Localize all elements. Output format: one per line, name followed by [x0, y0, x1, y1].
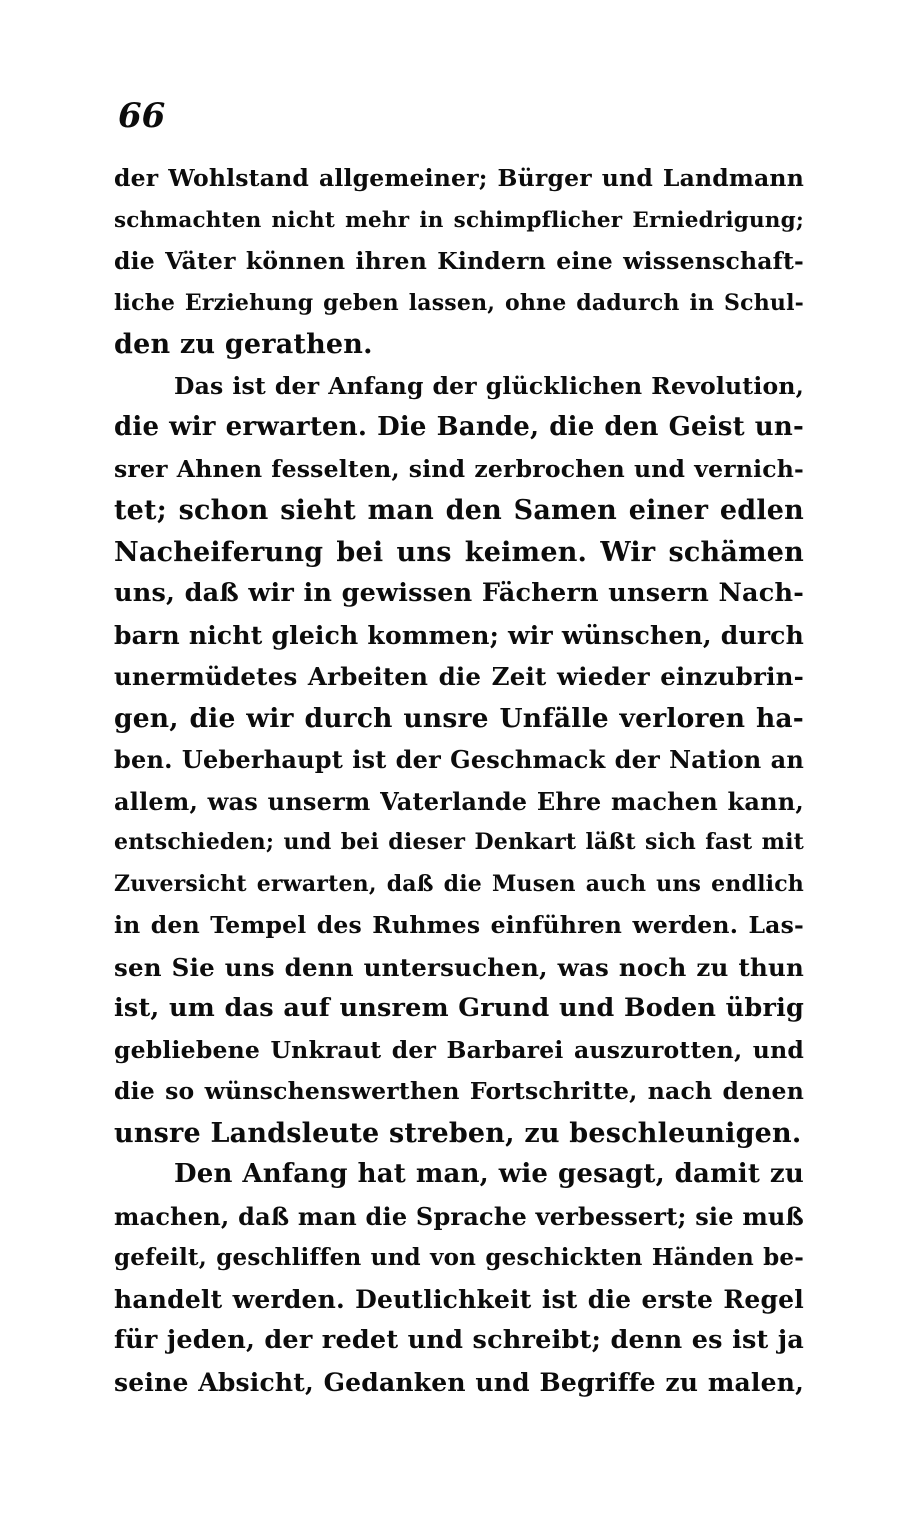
text-line: handelt werden. Deutlichkeit ist die erste Regel: [114, 1284, 804, 1314]
text-line: in den Tempel des Ruhmes einführen werden. Las-: [114, 911, 804, 939]
text-line: der Wohlstand allgemeiner; Bürger und Landmann: [114, 164, 804, 192]
text-line: Den Anfang hat man, wie gesagt, damit zu: [174, 1159, 804, 1189]
text-line: Das ist der Anfang der glücklichen Revolution,: [174, 371, 804, 400]
page-number: 66: [118, 96, 166, 136]
text-line: liche Erziehung geben lassen, ohne dadurch in Schul-: [114, 289, 804, 316]
body-text: [114, 158, 804, 1403]
text-line: gen, die wir durch unsre Unfälle verloren ha-: [114, 702, 804, 734]
text-line: unermüdetes Arbeiten die Zeit wieder einzubrin-: [114, 662, 804, 691]
text-line: ben. Ueberhaupt ist der Geschmack der Nation an: [114, 745, 804, 774]
text-line: gebliebene Unkraut der Barbarei auszurotten, und: [114, 1035, 804, 1064]
text-line: unsre Landsleute streben, zu beschleunigen.: [114, 1117, 802, 1149]
text-line: Nacheiferung bei uns keimen. Wir schämen: [114, 536, 804, 568]
text-line: Zuversicht erwarten, daß die Musen auch uns endlich: [114, 870, 804, 897]
text-line: für jeden, der redet und schreibt; denn es ist ja: [114, 1325, 804, 1355]
text-line: srer Ahnen fesselten, sind zerbrochen und vernich-: [114, 454, 804, 483]
text-line: sen Sie uns denn untersuchen, was noch zu thun: [114, 952, 804, 982]
text-line: ist, um das auf unsrem Grund und Boden übrig: [114, 993, 804, 1023]
text-line: allem, was unserm Vaterlande Ehre machen kann,: [114, 786, 804, 816]
text-line: die so wünschenswerthen Fortschritte, nach denen: [114, 1077, 804, 1105]
text-line: gefeilt, geschliffen und von geschickten Händen be-: [114, 1244, 804, 1271]
text-line: die wir erwarten. Die Bande, die den Geist un-: [114, 412, 804, 442]
text-line: den zu gerathen.: [114, 329, 373, 360]
text-line: entschieden; und bei dieser Denkart läßt sich fast mit: [114, 829, 804, 855]
text-line: machen, daß man die Sprache verbessert; sie muß: [114, 1201, 804, 1231]
text-line: seine Absicht, Gedanken und Begriffe zu malen,: [114, 1367, 804, 1397]
text-line: schmachten nicht mehr in schimpflicher Erniedrigung;: [114, 207, 804, 233]
text-line: barn nicht gleich kommen; wir wünschen, durch: [114, 620, 804, 650]
text-line: die Väter können ihren Kindern eine wissenschaft-: [114, 247, 804, 275]
text-line: tet; schon sieht man den Samen einer edlen: [114, 495, 804, 526]
text-line: uns, daß wir in gewissen Fächern unsern Nach-: [114, 578, 804, 608]
